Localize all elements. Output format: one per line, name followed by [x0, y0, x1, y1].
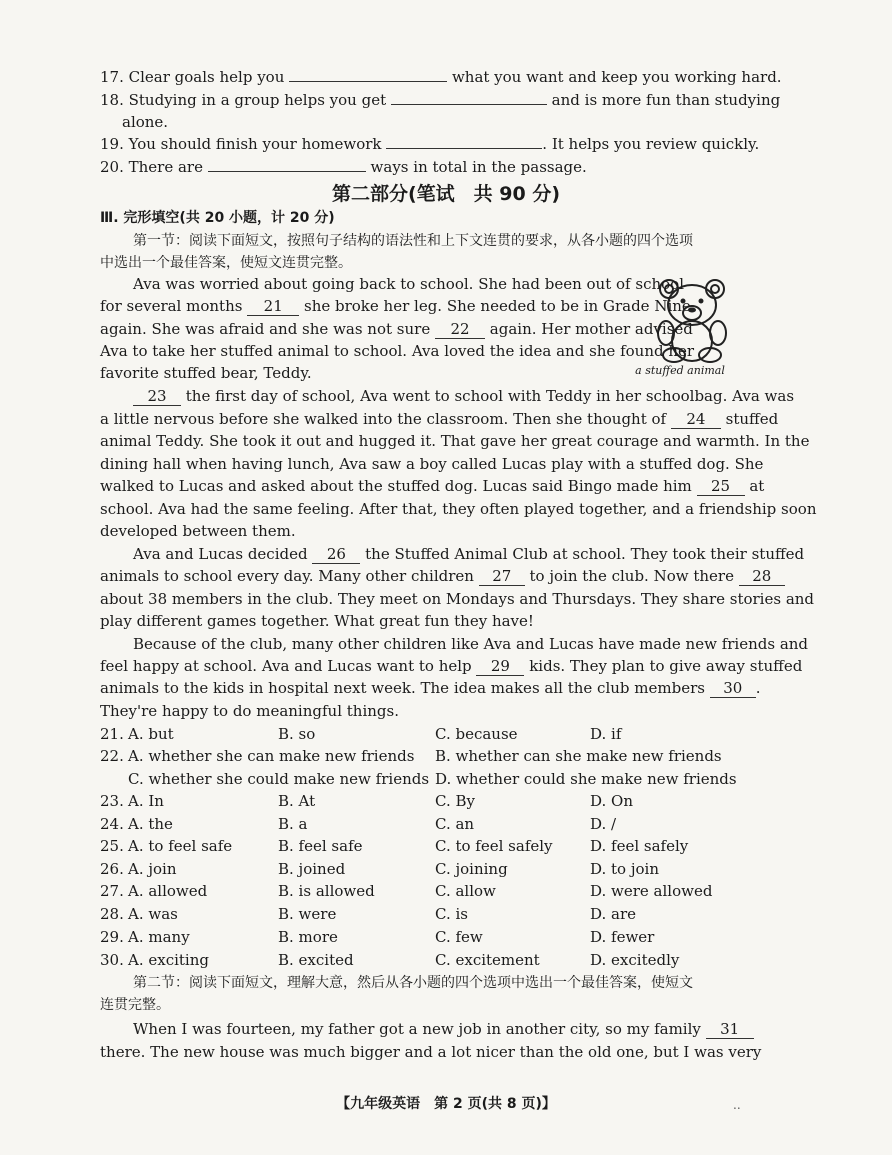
option-c[interactable]: C. whether she could make new friends — [128, 770, 430, 788]
option-b[interactable]: B. At — [278, 792, 316, 810]
figure-caption: a stuffed animal — [635, 364, 725, 377]
option-a[interactable]: A. was — [128, 905, 178, 923]
blank-23[interactable]: 23 — [133, 388, 181, 406]
option-c[interactable]: C. excitement — [435, 951, 540, 969]
option-c[interactable]: C. allow — [435, 882, 496, 900]
question-18-cont: alone. — [122, 113, 169, 131]
blank-31[interactable]: 31 — [706, 1021, 754, 1039]
page-footer: 【九年级英语 第 2 页(共 8 页)】 — [336, 1096, 556, 1112]
option-a[interactable]: A. whether she can make new friends — [128, 747, 415, 765]
passage-line: a little nervous before she walked into the classroom. Then she thought of 24 stuffed — [100, 410, 779, 428]
passage-line: animals to the kids in hospital next week. The idea makes all the club members 30 . — [100, 679, 761, 697]
option-b[interactable]: B. joined — [278, 860, 346, 878]
passage-line: Ava to take her stuffed animal to school. Ava loved the idea and she found her — [100, 342, 695, 360]
option-a[interactable]: A. many — [128, 928, 190, 946]
option-c[interactable]: C. because — [435, 725, 518, 743]
option-b[interactable]: B. were — [278, 905, 337, 923]
option-number: 29. — [100, 928, 124, 946]
passage-line: Ava and Lucas decided 26 the Stuffed Animal Club at school. They took their stuffed — [133, 545, 805, 563]
instruction-line-1: 第一节：阅读下面短文，按照句子结构的语法性和上下文连贯的要求，从各小题的四个选项 — [133, 233, 693, 249]
answer-blank[interactable] — [289, 66, 447, 82]
option-a[interactable]: A. but — [128, 725, 174, 743]
option-a[interactable]: A. to feel safe — [128, 837, 233, 855]
option-d[interactable]: D. were allowed — [590, 882, 713, 900]
option-b[interactable]: B. is allowed — [278, 882, 375, 900]
passage-line: 23 the first day of school, Ava went to school with Teddy in her schoolbag. Ava was — [133, 385, 740, 407]
passage-line: They're happy to do meaningful things. — [100, 702, 399, 720]
blank-26[interactable]: 26 — [312, 546, 360, 564]
option-b[interactable]: B. whether can she make new friends — [435, 747, 722, 765]
answer-blank[interactable] — [208, 156, 366, 172]
option-number: 24. — [100, 815, 124, 833]
passage-line: Because of the club, many other children like Ava and Lucas have made new friends and — [133, 635, 809, 653]
option-number: 23. — [100, 792, 124, 810]
option-c[interactable]: C. to feel safely — [435, 837, 553, 855]
blank-25[interactable]: 25 — [697, 478, 745, 496]
option-c[interactable]: C. is — [435, 905, 468, 923]
blank-21[interactable]: 21 — [247, 298, 299, 316]
passage-line: there. The new house was much bigger and a lot nicer than the old one, but I was very — [100, 1043, 762, 1061]
passage-line: dining hall when having lunch, Ava saw a boy called Lucas play with a stuffed dog. She — [100, 455, 764, 473]
passage-line: school. Ava had the same feeling. After that, they often played together, and a friendship soon — [100, 500, 817, 518]
blank-28[interactable]: 28 — [739, 568, 785, 586]
option-number: 21. — [100, 725, 124, 743]
option-d[interactable]: D. feel safely — [590, 837, 689, 855]
option-d[interactable]: D. if — [590, 725, 622, 743]
option-number: 26. — [100, 860, 124, 878]
option-d[interactable]: D. / — [590, 815, 617, 833]
passage-line: favorite stuffed bear, Teddy. — [100, 364, 312, 382]
option-c[interactable]: C. By — [435, 792, 475, 810]
question-17: 17. Clear goals help you what you want and keep you working hard. — [100, 68, 782, 86]
option-a[interactable]: A. the — [128, 815, 173, 833]
passage-line: feel happy at school. Ava and Lucas want to help 29 kids. They plan to give away stuffed — [100, 657, 803, 675]
answer-blank[interactable] — [391, 89, 547, 105]
blank-27[interactable]: 27 — [479, 568, 525, 586]
option-d[interactable]: D. to join — [590, 860, 659, 878]
option-a[interactable]: A. exciting — [128, 951, 209, 969]
passage-line: animals to school every day. Many other children 27 to join the club. Now there 28 — [100, 565, 740, 587]
passage-line: about 38 members in the club. They meet on Mondays and Thursdays. They share stories and — [100, 590, 815, 608]
passage-line: developed between them. — [100, 522, 296, 540]
passage-line: walked to Lucas and asked about the stuffed dog. Lucas said Bingo made him 25 at — [100, 477, 765, 495]
blank-22[interactable]: 22 — [435, 321, 485, 339]
instruction-line-1: 第二节：阅读下面短文，理解大意，然后从各小题的四个选项中选出一个最佳答案，使短文 — [133, 975, 693, 991]
passage-line: When I was fourteen, my father got a new job in another city, so my family 31 — [133, 1018, 740, 1040]
option-number: 22. — [100, 747, 124, 765]
blank-24[interactable]: 24 — [671, 411, 721, 429]
passage-line: again. She was afraid and she was not sure 22 again. Her mother advised — [100, 320, 693, 338]
option-b[interactable]: B. a — [278, 815, 308, 833]
question-20: 20. There are ways in total in the passage. — [100, 158, 587, 176]
option-b[interactable]: B. more — [278, 928, 338, 946]
option-c[interactable]: C. few — [435, 928, 483, 946]
instruction-line-2: 连贯完整。 — [100, 997, 170, 1013]
question-18: 18. Studying in a group helps you get and is more fun than studying — [100, 91, 781, 109]
instruction-line-2: 中选出一个最佳答案，使短文连贯完整。 — [100, 255, 352, 271]
blank-30[interactable]: 30 — [710, 680, 756, 698]
passage-line: Ava was worried about going back to school. She had been out of school — [133, 275, 684, 293]
option-d[interactable]: D. are — [590, 905, 637, 923]
passage-line: for several months 21 she broke her leg. She needed to be in Grade Nine — [100, 297, 691, 315]
question-19: 19. You should finish your homework . It helps you review quickly. — [100, 135, 760, 153]
blank-29[interactable]: 29 — [476, 658, 524, 676]
option-number: 30. — [100, 951, 124, 969]
option-d[interactable]: D. whether could she make new friends — [435, 770, 737, 788]
part-title: 第二部分(笔试 共 90 分) — [331, 183, 561, 205]
option-number: 28. — [100, 905, 124, 923]
option-d[interactable]: D. fewer — [590, 928, 655, 946]
option-number: 27. — [100, 882, 124, 900]
option-d[interactable]: D. excitedly — [590, 951, 680, 969]
passage-line: play different games together. What great fun they have! — [100, 612, 534, 630]
option-c[interactable]: C. joining — [435, 860, 508, 878]
option-b[interactable]: B. so — [278, 725, 316, 743]
option-a[interactable]: A. In — [128, 792, 164, 810]
option-d[interactable]: D. On — [590, 792, 633, 810]
passage-line: animal Teddy. She took it out and hugged it. That gave her great courage and warmth. In the — [100, 432, 810, 450]
option-b[interactable]: B. excited — [278, 951, 354, 969]
option-number: 25. — [100, 837, 124, 855]
option-a[interactable]: A. allowed — [128, 882, 208, 900]
option-c[interactable]: C. an — [435, 815, 475, 833]
footer-dots: .. — [733, 1098, 741, 1112]
option-a[interactable]: A. join — [128, 860, 177, 878]
option-b[interactable]: B. feel safe — [278, 837, 363, 855]
answer-blank[interactable] — [386, 133, 542, 149]
section-heading: Ⅲ. 完形填空(共 20 小题，计 20 分) — [100, 210, 335, 226]
